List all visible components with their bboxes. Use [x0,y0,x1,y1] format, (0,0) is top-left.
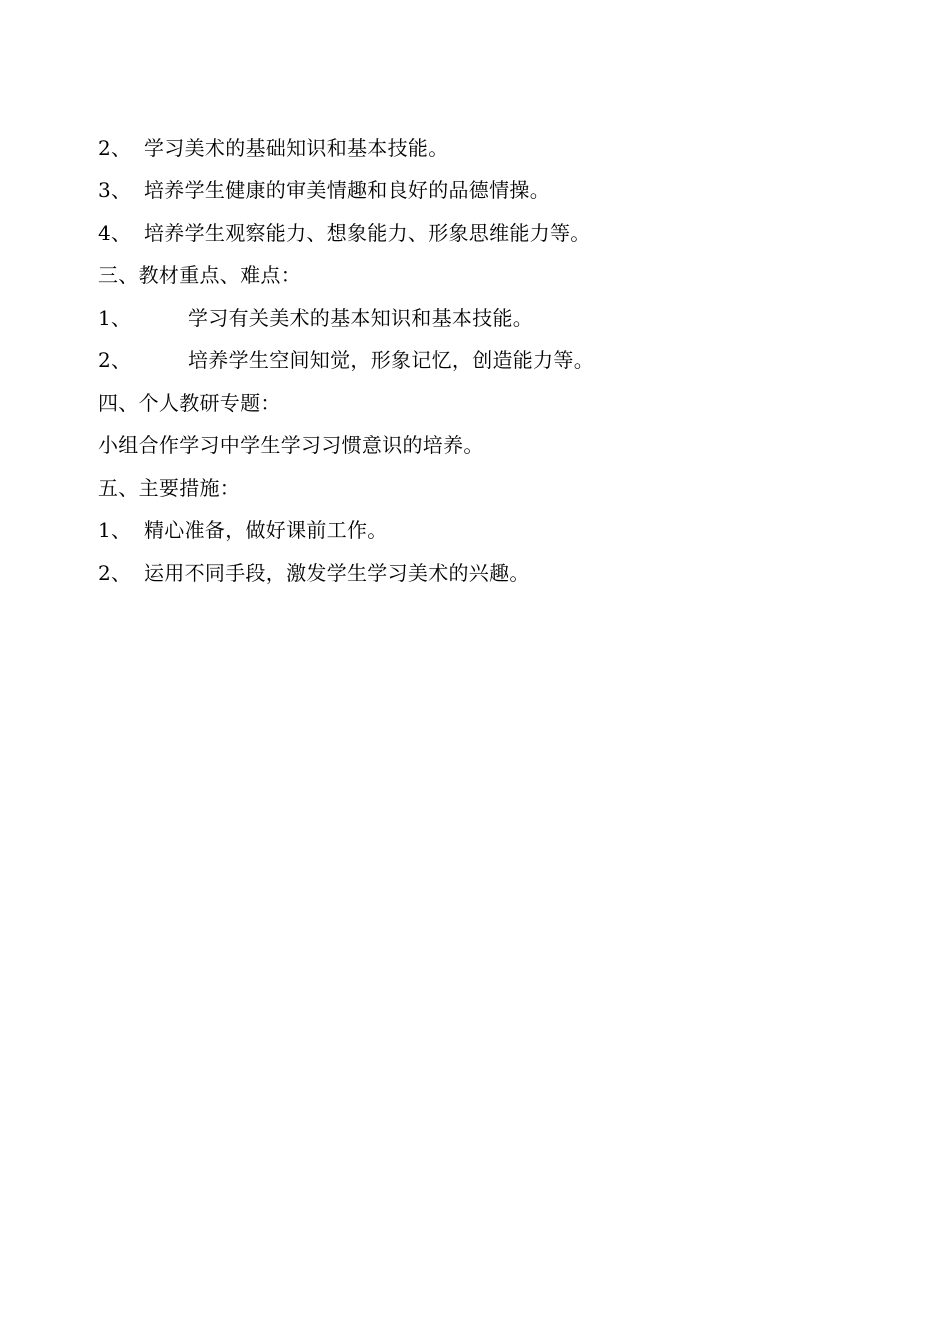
key-point-item-1 [98,304,533,332]
list-number: 2、 [98,136,132,160]
paragraph-text: 小组合作学习中学生学习习惯意识的培养。 [98,433,484,457]
list-number: 2、 [98,561,132,585]
measure-item-2 [98,559,530,587]
section-heading-text: 三、教材重点、难点： [98,263,301,287]
section-heading-text: 五、主要措施： [98,476,241,500]
list-text: 运用不同手段，激发学生学习美术的兴趣。 [144,561,530,585]
research-topic-text [98,431,484,459]
list-number: 2、 [98,348,132,372]
section-heading-key-points [98,261,301,289]
list-text: 学习美术的基础知识和基本技能。 [144,136,449,160]
goal-item-4 [98,219,591,247]
goal-item-2 [98,134,449,162]
list-number: 1、 [98,518,132,542]
list-number: 4、 [98,221,132,245]
section-heading-research-topic [98,389,281,417]
list-text: 学习有关美术的基本知识和基本技能。 [188,306,534,330]
measure-item-1 [98,516,388,544]
list-number: 1、 [98,306,132,330]
list-text: 培养学生观察能力、想象能力、形象思维能力等。 [144,221,591,245]
list-text: 培养学生空间知觉，形象记忆，创造能力等。 [188,348,594,372]
list-text: 精心准备，做好课前工作。 [144,518,388,542]
section-heading-measures [98,474,240,502]
list-number: 3、 [98,178,132,202]
section-heading-text: 四、个人教研专题： [98,391,281,415]
key-point-item-2 [98,346,594,374]
goal-item-3 [98,176,550,204]
list-text: 培养学生健康的审美情趣和良好的品德情操。 [144,178,550,202]
